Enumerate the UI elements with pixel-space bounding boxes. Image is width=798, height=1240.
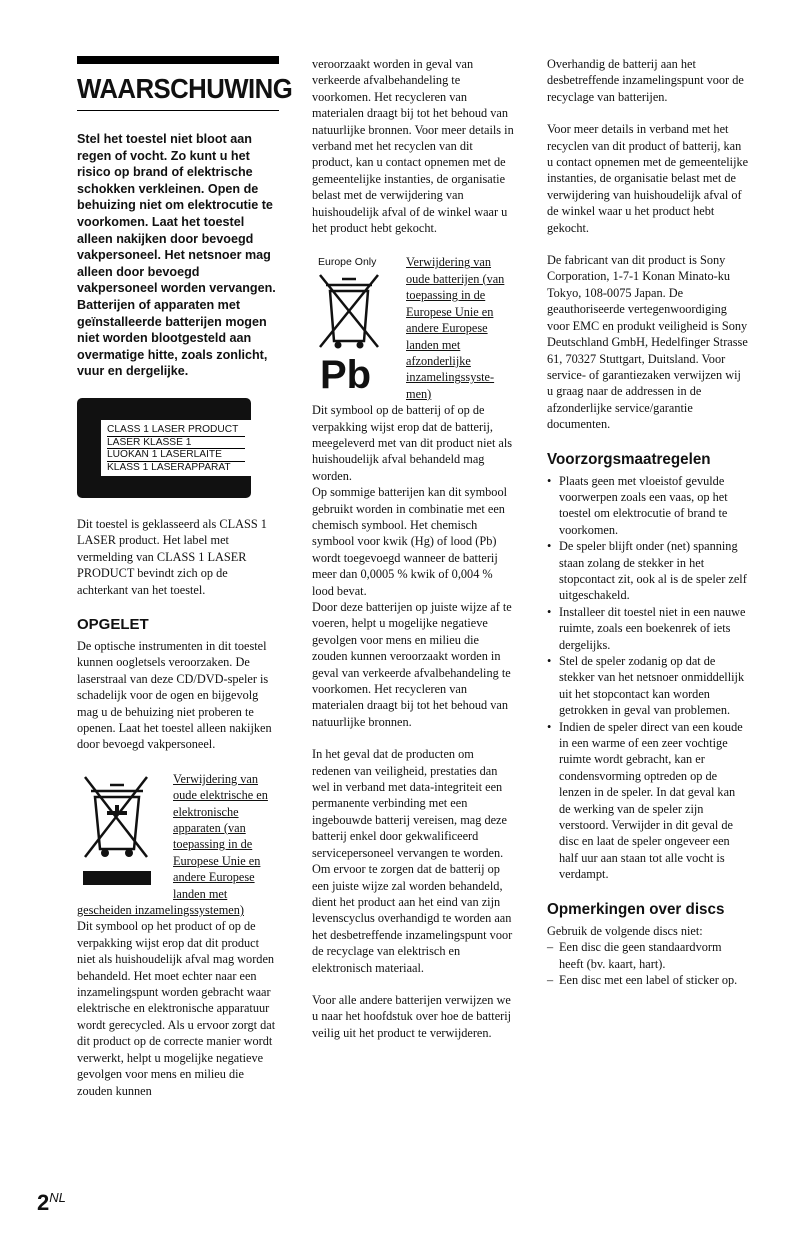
col3-paragraph-1: Overhandig de batterij aan het desbetreffende inzamelingspunt voor de recyclage van batterijen. bbox=[547, 57, 744, 104]
title-rule bbox=[77, 110, 279, 111]
precautions-list bbox=[547, 473, 749, 883]
laser-class-text: Dit toestel is geklasseerd als CLASS 1 LASER product. Het label met vermelding van CLASS 1 LASER PRODUCT bevindt zich op de achterkant van het toestel. bbox=[77, 516, 267, 597]
col2-paragraph-4: Door deze batterijen op juiste wijze af te voeren, helpt u mogelijke negatieve gevolgen voor mens en milieu die zouden kunnen veroorzaakt worden in geval van verkeerde afvalbehandeling te voorkomen. Het recycleren van materialen draagt bij tot het behoud van natuurlijke bronnen. bbox=[312, 600, 512, 729]
col2-paragraph-1: veroorzaakt worden in geval van verkeerde afvalbehandeling te voorkomen. Het recycleren van materialen draagt bij tot het behoud van natuurlijke bronnen. Voor meer details in verband met het recyclen van dit product, kan u contact opnemen met de gemeentelijke instanties, de organisatie belast met de verwijdering van huishoudelijk afval of de winkel waar u het product hebt gekocht. bbox=[312, 57, 514, 236]
pb-symbol: Pb bbox=[320, 353, 372, 398]
laser-line-4: KLASS 1 LASERAPPARAT bbox=[107, 461, 231, 473]
col2-paragraph-2: Dit symbool op de batterij of op de verpakking wijst erop dat de batterij, meegeleverd met van dit product niet als huishoudelijk afval behandeld mag worden. bbox=[312, 403, 513, 483]
col3-paragraph-2: Voor meer details in verband met het recyclen van dit product of batterij, kan u contact opnemen met de gemeentelijke instanties, de organisatie belast met de verwijdering van huishoudelijk afval of de winkel waar u het product hebt gekocht. bbox=[547, 122, 749, 235]
warning-text: Stel het toestel niet bloot aan regen of vocht. Zo kunt u het risico op brand of elektrische schokken verkleinen. Open de behuizing niet om elektrocutie te voorkomen. Laat het toestel alleen nakijken door bevoegd vakpersoneel. Het netsnoer mag alleen door bevoegd vakpersoneel worden vervangen. Batterijen of apparaten met geïnstalleerde batterijen mogen niet worden blootgesteld aan overmatige hitte, zoals zonlicht, vuur en dergelijke. bbox=[77, 132, 276, 379]
discs-list bbox=[547, 939, 749, 988]
page-number bbox=[37, 1190, 66, 1215]
precautions-heading: Voorzorgsmaatregelen bbox=[547, 450, 711, 468]
list-item: • Plaats geen met vloeistof gevulde voorwerpen zoals een vaas, op het toestel om elektrocutie of brand te voorkomen. bbox=[547, 473, 749, 539]
col3-paragraph-3: De fabricant van dit product is Sony Corporation, 1-7-1 Konan Minato-ku Tokyo, 108-0075 Japan. De geauthoriseerde vertegenwoordiging voor EMC en produkt veiligheid is Sony Deutschland GmbH, Hedelfinger Strasse 61, 70327 Stuttgart, Duitsland. Voor service- of garantiezaken verwijzen wij u graag naar de addressen in de afzonderlijke service/garantie documenten. bbox=[547, 253, 748, 432]
column-2 bbox=[312, 56, 514, 1041]
title-bar bbox=[77, 56, 279, 64]
col2-paragraph-3: Op sommige batterijen kan dit symbool gebruikt worden in combinatie met een chemisch symbool. Het chemisch symbool voor kwik (Hg) of lood (Pb) wordt toegevoegd wanneer de batterij meer dan 0,0005 % kwik of 0,004 % lood bevat. bbox=[312, 485, 508, 598]
page-title: WAARSCHUWING bbox=[77, 73, 293, 104]
list-item: – Een disc die geen standaardvorm heeft (bv. kaart, hart). bbox=[547, 939, 749, 972]
col2-paragraph-5: In het geval dat de producten om redenen van veiligheid, prestaties dan wel in verband met data-integriteit een permanente verbinding met een ingebouwde batterij vereisen, mag deze batterij enkel door gekwalificeerd servicepersoneel vervangen te worden. Om ervoor te zorgen dat de batterij op een juiste wijze zal worden behandeld, dient het product aan het eind van zijn levenscyclus overhandigd te worden aan het desbetreffende inzamelingspunt voor de recyclage van elektrisch en elektronisch materiaal. bbox=[312, 747, 513, 975]
column-3 bbox=[547, 56, 749, 988]
battery-bin-symbol bbox=[312, 254, 406, 402]
weee-heading: Verwijdering van oude elektrische en elektronische apparaten (van toepassing in de Europese Unie en andere Europese landen met bbox=[173, 771, 268, 901]
battery-heading: Verwijdering van oude batterijen (van toepassing in de Europese Unie en andere Europese landen met afzonderlijke inzamelingssyste-men) bbox=[406, 255, 505, 401]
laser-label-box bbox=[77, 398, 251, 498]
battery-section bbox=[312, 254, 514, 402]
europe-only-label: Europe Only bbox=[318, 256, 377, 269]
laser-line-3: LUOKAN 1 LASERLAITE bbox=[107, 449, 245, 462]
column-1 bbox=[77, 56, 293, 1099]
list-item: • Installeer dit toestel niet in een nauwe ruimte, zoals een boekenrek of iets dergelijks. bbox=[547, 604, 749, 653]
page-language: NL bbox=[49, 1190, 66, 1205]
list-item: • Indien de speler direct van een koude in een warme of een zeer vochtige ruimte wordt gebracht, kan er condensvorming optreden op de lenzen in de speler. In dat geval kan de werking van de speler zijn verstoord. Verwijder in dit geval de disc en laat de speler ongeveer een half uur aan staan tot alle vocht is verdampt. bbox=[547, 719, 749, 883]
discs-intro: Gebruik de volgende discs niet: bbox=[547, 923, 703, 938]
crossed-bin-icon bbox=[77, 771, 173, 902]
weee-text: Dit symbool op het product of op de verpakking wijst erop dat dit product niet als huishoudelijk afval mag worden behandeld. Het moet echter naar een inzamelingspunt worden gebracht waar elektrische en elektronische apparatuur wordt gerecycled. Als u ervoor zorgt dat dit product op de correcte manier wordt verwerkt, helpt u mogelijke negatieve gevolgen voor mens en milieu die zouden kunnen bbox=[77, 919, 276, 1098]
caution-heading: OPGELET bbox=[77, 615, 149, 633]
weee-section bbox=[77, 771, 279, 902]
col2-paragraph-6: Voor alle andere batterijen verwijzen we u naar het hoofdstuk over hoe de batterij veilig uit het product te verwijderen. bbox=[312, 992, 512, 1040]
laser-line-2: LASER KLASSE 1 bbox=[107, 437, 245, 450]
discs-heading: Opmerkingen over discs bbox=[547, 900, 725, 918]
laser-line-1: CLASS 1 LASER PRODUCT bbox=[107, 424, 245, 437]
list-item: • De speler blijft onder (net) spanning staan zolang de stekker in het stopcontact zit, ook al is de speler zelf uitgeschakeld. bbox=[547, 538, 749, 604]
page-number-value: 2 bbox=[37, 1190, 50, 1215]
weee-heading-tail: gescheiden inzamelingssystemen) bbox=[77, 903, 244, 918]
crossed-bin-icon bbox=[312, 271, 392, 351]
caution-text: De optische instrumenten in dit toestel kunnen oogletsels veroorzaken. De laserstraal van deze CD/DVD-speler is schadelijk voor de ogen en bijgevolg mag u de behuizing niet proberen te openen. Laat het toestel alleen nakijken door bevoegd vakpersoneel. bbox=[77, 638, 272, 752]
laser-label bbox=[101, 420, 251, 476]
list-item: • Stel de speler zodanig op dat de stekker van het netsnoer onmiddellijk uit het stopcontact kan worden getrokken in geval van problemen. bbox=[547, 653, 749, 719]
list-item: – Een disc met een label of sticker op. bbox=[547, 972, 749, 988]
